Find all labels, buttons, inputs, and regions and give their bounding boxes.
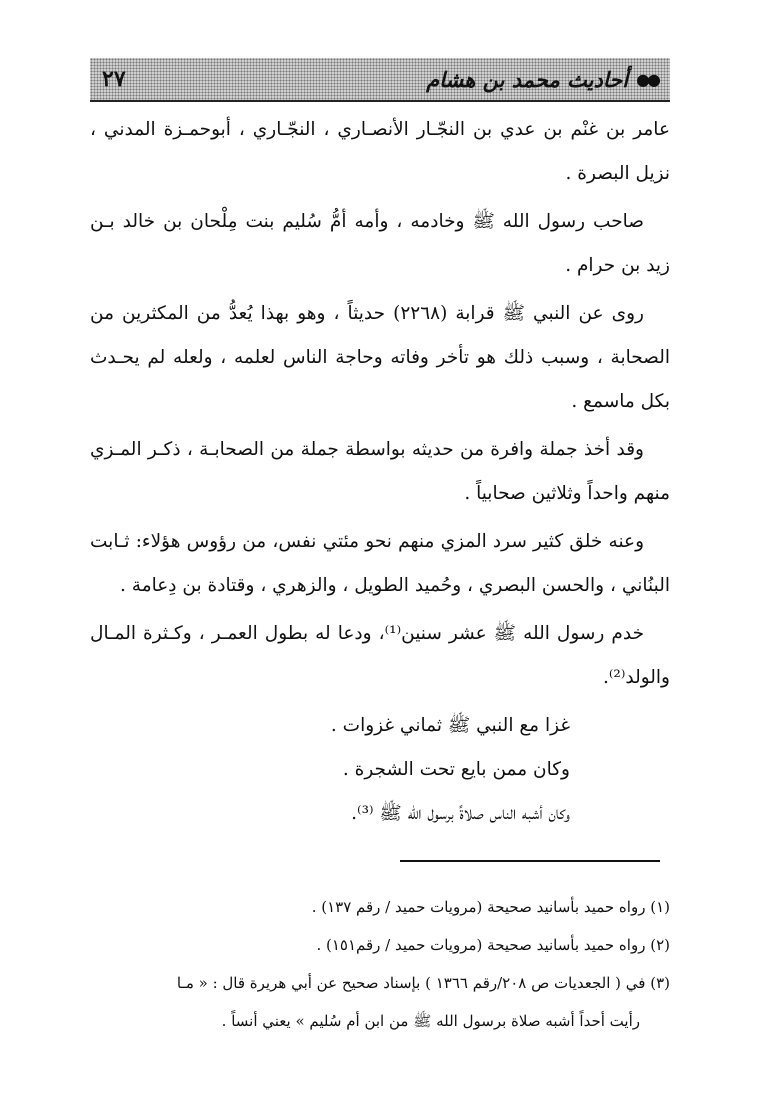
main-text (90, 108, 670, 836)
short-line-3: وكان أشبه الناس صلاةً برسول الله ﷺ ⁽³⁾. (351, 803, 570, 824)
footnote-3: (٣) في ( الجعديات ص ٢٠٨/رقم ١٣٦٦ ) بإسناد صحيح عن أبي هريرة قال : « مـا (176, 974, 670, 992)
footnote-divider (400, 860, 660, 862)
footnote-3-continuation: رأيت أحداً أشبه صلاة برسول الله ﷺ من ابن أم سُليم » يعني أنساً . (221, 1012, 640, 1030)
short-line-1: غزا مع النبي ﷺ ثماني غزوات . (330, 715, 570, 736)
paragraph-6: خدم رسول الله ﷺ عشر سنين⁽¹⁾، ودعا له بطول العمـر ، وكـثرة المـال والولد⁽²⁾. (90, 623, 670, 688)
paragraph-5: وعنه خلق كثير سرد المزي منهم نحو مئتي نفس، من رؤوس هؤلاء: ثـابت البنُاني ، والحسن البصري ، وحُميد الطويل ، والزهري ، وقتادة بن دِعامة . (90, 531, 670, 596)
short-line-2: وكان ممن بايع تحت الشجرة . (342, 759, 570, 780)
page-number: ٢٧ (102, 66, 126, 92)
footnote-1: (١) رواه حميد بأسانيد صحيحة (مرويات حميد / رقم ١٣٧) . (311, 898, 670, 916)
paragraph-1: عامر بن غنْم بن عدي بن النجّـار الأنصـاري ، النجّـاري ، أبوحمـزة المدني ، نزيل البصرة . (90, 119, 670, 184)
running-header (90, 58, 670, 102)
paragraph-2: صاحب رسول الله ﷺ وخادمه ، وأمه أمُّ سُليم بنت مِلْحان بن خالد بـن زيد بن حرام . (90, 211, 670, 276)
paragraph-4: وقد أخذ جملة وافرة من حديثه بواسطة جملة من الصحابـة ، ذكـر المـزي منهم واحداً وثلاثين صحابياً . (90, 439, 670, 504)
footnotes (90, 888, 670, 1040)
book-title: أحاديث محمد بن هشام (426, 66, 629, 92)
footnote-2: (٢) رواه حميد بأسانيد صحيحة (مرويات حميد / رقم١٥١) . (316, 936, 670, 954)
double-circle-ornament-icon: ●● (636, 69, 658, 89)
paragraph-3: روى عن النبي ﷺ قرابة (٢٢٦٨) حديثاً ، وهو بهذا يُعدُّ من المكثرين من الصحابة ، وسبب ذلك هو تأخر وفاته وحاجة الناس لعلمه ، ولعله لم يحـدث بكل ماسمع . (90, 303, 670, 412)
header-title-group (426, 67, 658, 92)
